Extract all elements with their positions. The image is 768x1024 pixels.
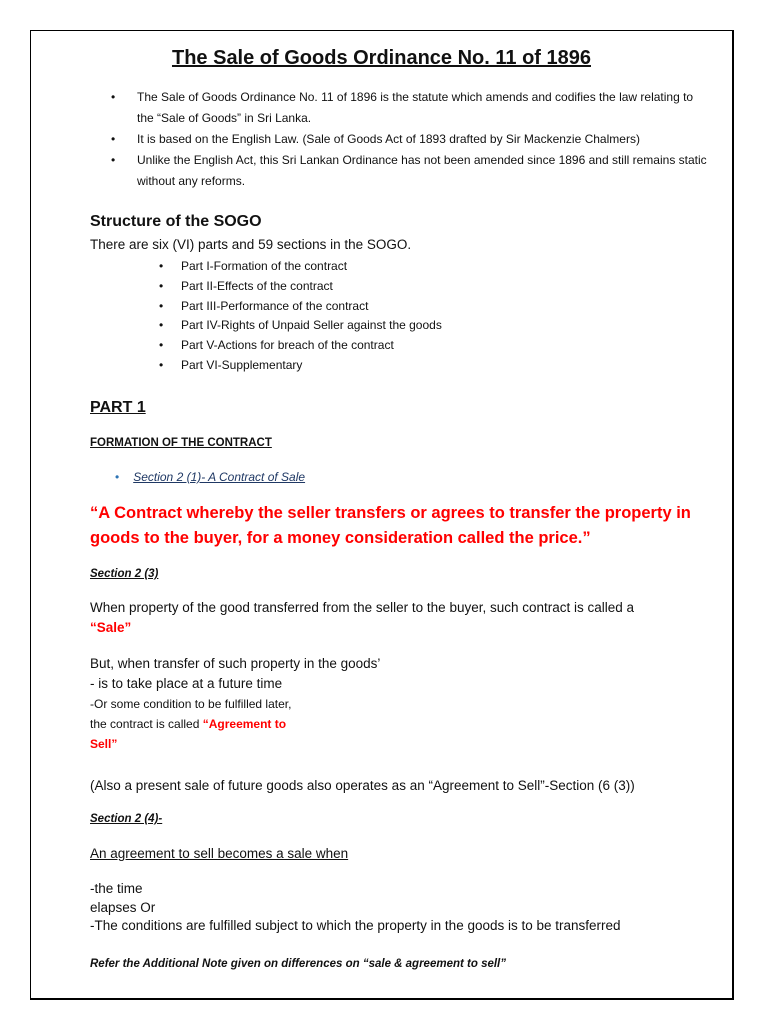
conditions-fulfilled-line: -The conditions are fulfilled subject to which the property in the goods is to be transferred bbox=[90, 918, 621, 933]
parts-list bbox=[159, 257, 442, 376]
part-item: • Part II-Effects of the contract bbox=[159, 277, 442, 297]
additional-note: Refer the Additional Note given on differences on “sale & agreement to sell” bbox=[90, 958, 507, 970]
contract-called-text: the contract is called bbox=[90, 717, 200, 731]
section-2-1-link-text: Section 2 (1)- A Contract of Sale bbox=[133, 470, 306, 484]
part1-heading: PART 1 bbox=[90, 399, 146, 416]
contract-of-sale-definition: “A Contract whereby the seller transfers or agrees to transfer the property in goods to the buyer, for a money consideration called the price.” bbox=[90, 504, 691, 547]
section-2-1-link[interactable] bbox=[115, 470, 305, 484]
section-2-4-heading: Section 2 (4)- bbox=[90, 813, 163, 825]
formation-heading: FORMATION OF THE CONTRACT bbox=[90, 437, 272, 449]
part-item: • Part III-Performance of the contract bbox=[159, 297, 442, 317]
part-item: • Part VI-Supplementary bbox=[159, 356, 442, 376]
section-2-3-heading: Section 2 (3) bbox=[90, 568, 159, 580]
structure-intro: There are six (VI) parts and 59 sections in the SOGO. bbox=[90, 237, 412, 252]
elapses-line: elapses Or bbox=[90, 900, 156, 915]
present-sale-note: (Also a present sale of future goods also operates as an “Agreement to Sell”-Section (6 (3)) bbox=[90, 778, 635, 793]
intro-bullet-list bbox=[111, 87, 711, 192]
part-item: • Part V-Actions for breach of the contract bbox=[159, 336, 442, 356]
agreement-to-sell-line bbox=[90, 717, 286, 731]
sale-term: “Sale” bbox=[90, 620, 132, 635]
document-title: The Sale of Goods Ordinance No. 11 of 1896 bbox=[171, 47, 591, 69]
intro-bullet: • Unlike the English Act, this Sri Lankan Ordinance has not been amended since 1896 and still remains static without any reforms. bbox=[111, 150, 711, 192]
time-line: -the time bbox=[90, 881, 143, 896]
structure-heading: Structure of the SOGO bbox=[90, 213, 262, 230]
document-page bbox=[30, 30, 734, 1000]
agreement-to-sell-term-cont: Sell” bbox=[90, 737, 118, 751]
sale-definition-text: When property of the good transferred from the seller to the buyer, such contract is called a bbox=[90, 600, 635, 615]
intro-bullet: • It is based on the English Law. (Sale of Goods Act of 1893 drafted by Sir Mackenzie Chalmers) bbox=[111, 129, 711, 150]
bullet-icon: • bbox=[115, 470, 120, 484]
condition-line: -Or some condition to be fulfilled later, bbox=[90, 697, 292, 711]
agreement-becomes-sale-heading: An agreement to sell becomes a sale when bbox=[90, 846, 349, 861]
future-time-line: - is to take place at a future time bbox=[90, 676, 283, 691]
agreement-to-sell-term: “Agreement to bbox=[202, 717, 287, 731]
part-item: • Part IV-Rights of Unpaid Seller against the goods bbox=[159, 316, 442, 336]
intro-bullet: • The Sale of Goods Ordinance No. 11 of 1896 is the statute which amends and codifies the law relating to the “Sale of Goods” in Sri Lanka. bbox=[111, 87, 711, 129]
part-item: • Part I-Formation of the contract bbox=[159, 257, 442, 277]
but-transfer-line: But, when transfer of such property in the goods’ bbox=[90, 656, 381, 671]
